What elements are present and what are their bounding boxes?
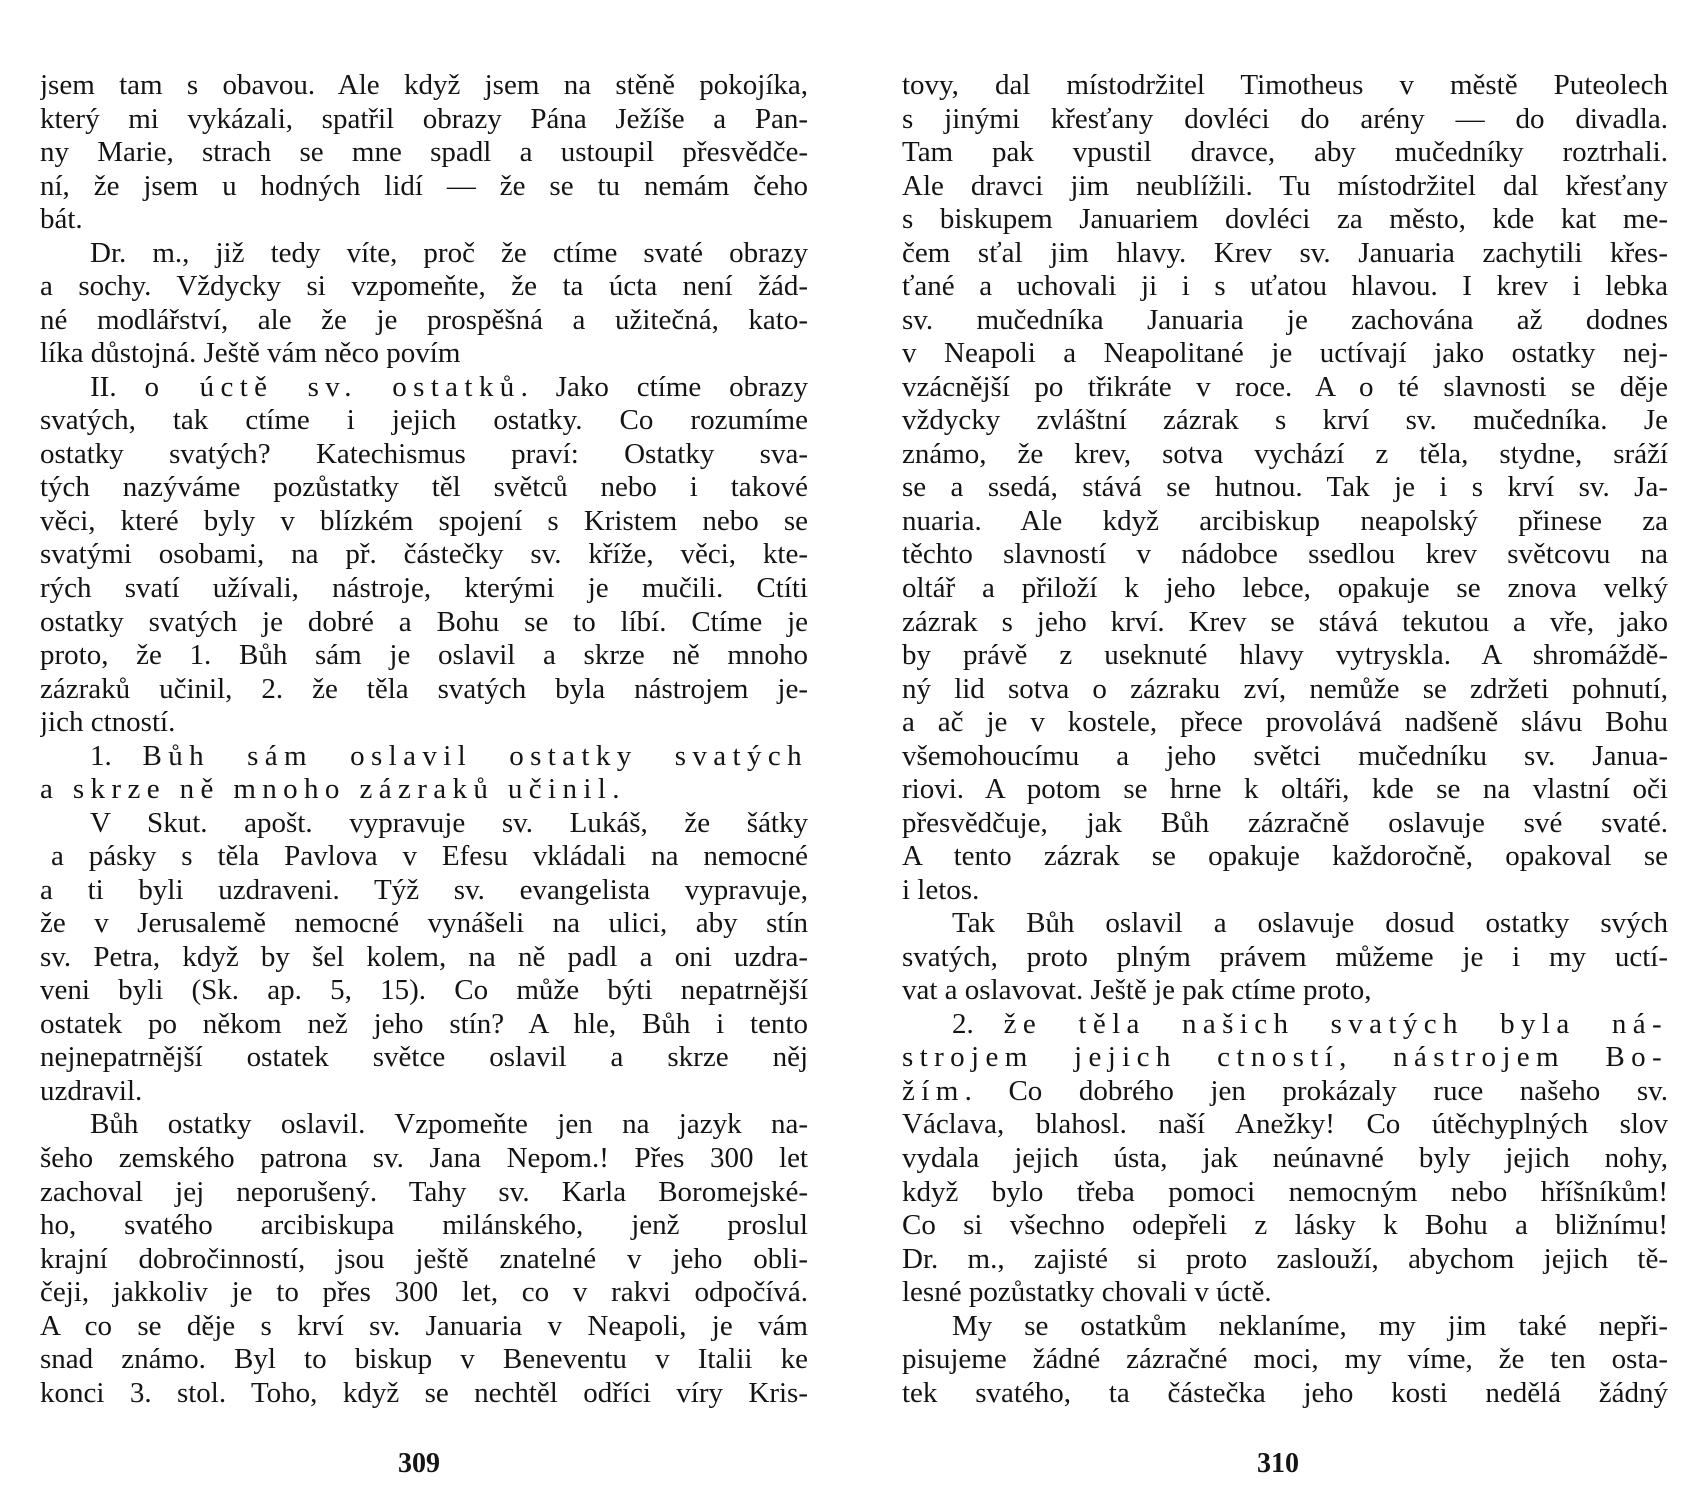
text-line: Bůh ostatky oslavil. Vzpomeňte jen na jazyk na-: [90, 1108, 808, 1141]
text-line: My se ostatkům neklaníme, my jim také nepři-: [952, 1309, 1668, 1342]
text-line: zázrak s jeho krví. Krev se stává tekutou a vře, jako: [902, 605, 1668, 638]
text-line: ný lid sotva o zázraku zví, nemůže se zdržeti pohnutí,: [902, 672, 1668, 705]
text-line: tovy, dal místodržitel Timotheus v městě Puteolech: [902, 69, 1668, 101]
text-line: a sochy. Vždycky si vzpomeňte, že ta úcta není žád-: [40, 270, 808, 303]
text-line: když bylo třeba pomoci nemocným nebo hříšníkům!: [902, 1175, 1668, 1208]
spaced-emphasis-text: a skrze ně mnoho zázraků učinil: [40, 773, 613, 806]
text-line: šeho zemského patrona sv. Jana Nepom.! Přes 300 let: [40, 1142, 808, 1174]
text-line: líka důstojná. Ještě vám něco povím: [40, 337, 461, 370]
text-line: a ti byli uzdraveni. Týž sv. evangelista vypravuje,: [40, 873, 808, 906]
text-line: jsem tam s obavou. Ale když jsem na stěně pokojíka,: [40, 69, 808, 101]
spaced-emphasis-text: Bůh sám oslavil ostatky svatých: [142, 739, 808, 772]
text-line: Ale dravci jim neublížili. Tu místodržitel dal křesťany: [902, 169, 1668, 202]
text-segment: . Co dobrého jen prokázaly ruce našeho sv.: [964, 1074, 1668, 1107]
text-line: proto, že 1. Bůh sám je oslavil a skrze ně mnoho: [40, 639, 808, 672]
text-line: vždycky zvláštní zázrak s krví sv. mučedníka. Je: [902, 404, 1668, 437]
text-line: bát.: [40, 203, 83, 236]
text-segment: II.: [90, 370, 145, 403]
text-line: věci, které byly v blízkém spojení s Kristem nebo se: [40, 504, 808, 537]
text-line: Tam pak vpustil dravce, aby mučedníky roztrhali.: [902, 136, 1668, 169]
text-line: svatými osobami, na př. částečky sv. kříže, věci, kte-: [40, 538, 808, 571]
text-line: nejnepatrnější ostatek světce oslavil a skrze něj: [40, 1041, 808, 1074]
text-line: Dr. m., zajisté si proto zaslouží, abychom jejich tě-: [902, 1242, 1668, 1275]
text-line: né modlářství, ale že je prospěšná a užitečná, kato-: [40, 303, 808, 336]
text-line: že v Jerusalemě nemocné vynášeli na ulici, aby stín: [40, 907, 808, 940]
text-line: veni byli (Sk. ap. 5, 15). Co může býti nepatrnější: [40, 974, 808, 1007]
text-line: ostatek po někom než jeho stín? A hle, Bůh i tento: [40, 1007, 808, 1040]
text-segment: .: [612, 773, 620, 806]
text-line: [40, 773, 808, 807]
text-line: vydala jejich ústa, jak neúnavné byly jejich nohy,: [902, 1142, 1668, 1174]
text-segment: . Jako ctíme obrazy: [520, 370, 808, 403]
text-line: oltář a přiloží k jeho lebce, opakuje se znova velký: [902, 571, 1668, 604]
text-line: riovi. A potom se hrne k oltáři, kde se na vlastní oči: [902, 773, 1668, 806]
text-line: čeji, jakkoliv je to přes 300 let, co v rakvi odpočívá.: [40, 1276, 808, 1309]
text-line: i letos.: [902, 873, 980, 906]
text-line: vzácnější po třikráte v roce. A o té slavnosti se děje: [902, 370, 1668, 403]
text-line: zázraků učinil, 2. že těla svatých byla nástrojem je-: [40, 672, 808, 705]
text-line: snad známo. Byl to biskup v Beneventu v Italii ke: [40, 1343, 808, 1376]
text-line: [902, 1041, 1668, 1075]
text-line: v Neapoli a Neapolitané je uctívají jako ostatky nej-: [902, 337, 1668, 370]
text-line: pisujeme žádné zázračné moci, my víme, že ten osta-: [902, 1343, 1668, 1376]
text-line: tek svatého, ta částečka jeho kosti nedělá žádný: [902, 1376, 1668, 1409]
page-number-left: 309: [398, 1448, 440, 1479]
text-line: svatých, tak ctíme i jejich ostatky. Co rozumíme: [40, 404, 808, 437]
text-line: který mi vykázali, spatřil obrazy Pána Ježíše a Pan-: [40, 102, 808, 135]
text-line: ho, svatého arcibiskupa milánského, jenž proslul: [40, 1209, 808, 1242]
text-line: nuaria. Ale když arcibiskup neapolský přinese za: [902, 504, 1668, 537]
text-line: s biskupem Januariem dovléci za město, kde kat me-: [902, 203, 1668, 236]
text-line: s jinými křesťany dovléci do arény — do divadla.: [902, 102, 1668, 135]
text-line: Dr. m., již tedy víte, proč že ctíme svaté obrazy: [90, 236, 808, 269]
text-line: a pásky s těla Pavlova v Efesu vkládali na nemocné: [51, 840, 808, 873]
text-line: svatých, proto plným právem můžeme je i my uctí-: [902, 940, 1668, 973]
text-line: ostatky svatých? Katechismus praví: Ostatky sva-: [40, 437, 808, 470]
text-line: krajní dobročinností, jsou ještě znatelné v jeho obli-: [40, 1242, 808, 1275]
text-line: uzdravil.: [40, 1074, 143, 1107]
text-line: ní, že jsem u hodných lidí — že se tu nemám čeho: [40, 169, 808, 202]
text-line: přesvědčuje, jak Bůh zázračně oslavuje své svaté.: [902, 806, 1668, 839]
text-line: [902, 1075, 1668, 1109]
spaced-emphasis-text: strojem jejich ctností, nástrojem Bo-: [902, 1041, 1668, 1074]
text-line: V Skut. apošt. vypravuje sv. Lukáš, že šátky: [90, 806, 808, 839]
text-line: těchto slavností v nádobce ssedlou krev světcovu na: [902, 538, 1668, 571]
text-line: ťané a uchovali ji i s uťatou hlavou. I krev i lebka: [902, 270, 1668, 303]
text-line: známo, že krev, sotva vychází z těla, stydne, sráží: [902, 437, 1668, 470]
text-line: se a ssedá, stává se hutnou. Tak je i s krví sv. Ja-: [902, 471, 1668, 504]
text-line: čem sťal jim hlavy. Krev sv. Januaria zachytili křes-: [902, 236, 1668, 269]
spaced-emphasis-text: žím: [902, 1074, 965, 1107]
page-number-right: 310: [1257, 1448, 1299, 1479]
page-309-text: [40, 69, 808, 1410]
spaced-emphasis-text: že těla našich svatých byla ná-: [1003, 1007, 1668, 1040]
text-segment: 1.: [90, 739, 143, 772]
text-line: ostatky svatých je dobré a Bohu se to líbí. Ctíme je: [40, 605, 808, 638]
spaced-emphasis-text: o úctě sv. ostatků: [144, 370, 521, 403]
text-line: a ač je v kostele, přece provolává nadšeně slávu Bohu: [902, 706, 1668, 739]
text-line: sv. mučedníka Januaria je zachována až dodnes: [902, 303, 1668, 336]
text-line: všemohoucímu a jeho světci mučedníku sv. Janua-: [902, 739, 1668, 772]
text-line: [40, 371, 808, 405]
text-line: by právě z useknuté hlavy vytryskla. A shromáždě-: [902, 639, 1668, 672]
text-line: konci 3. stol. Toho, když se nechtěl odříci víry Kris-: [40, 1376, 808, 1409]
text-line: ny Marie, strach se mne spadl a ustoupil přesvědče-: [40, 136, 808, 169]
text-line: [902, 1008, 1668, 1042]
text-line: Václava, blahosl. naší Anežky! Co útěchyplných slov: [902, 1108, 1668, 1141]
text-line: Co si všechno odepřeli z lásky k Bohu a bližnímu!: [902, 1209, 1668, 1242]
text-line: A co se děje s krví sv. Januaria v Neapoli, je vám: [40, 1309, 808, 1342]
text-line: lesné pozůstatky chovali v úctě.: [902, 1276, 1272, 1309]
text-line: tých nazýváme pozůstatky těl světců nebo i takové: [40, 471, 808, 504]
text-line: zachoval jej neporušený. Tahy sv. Karla Boromejské-: [40, 1175, 808, 1208]
text-line: [40, 740, 808, 774]
text-line: jich ctností.: [40, 706, 176, 739]
text-line: vat a oslavovat. Ještě je pak ctíme proto,: [902, 974, 1372, 1007]
text-line: A tento zázrak se opakuje každoročně, opakoval se: [902, 840, 1668, 873]
text-segment: 2.: [952, 1007, 1004, 1040]
text-line: rých svatí užívali, nástroje, kterými je mučili. Ctíti: [40, 571, 808, 604]
page-310-text: [902, 69, 1668, 1410]
text-line: sv. Petra, když by šel kolem, na ně padl a oni uzdra-: [40, 940, 808, 973]
text-line: Tak Bůh oslavil a oslavuje dosud ostatky svých: [952, 907, 1668, 940]
